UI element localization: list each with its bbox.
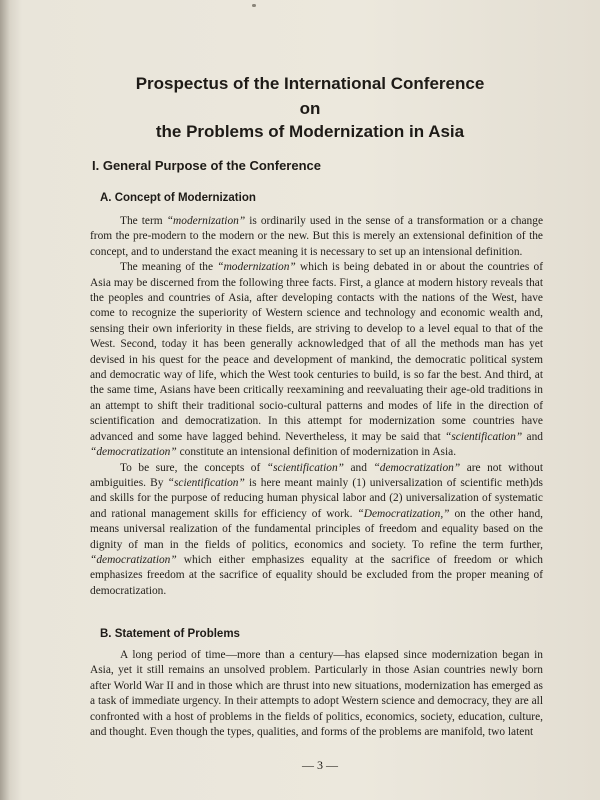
subsection-heading-concept: A. Concept of Modernization [100, 192, 256, 204]
concept-paragraph-3: To be sure, the concepts of “scientification” and “democratization” are not without ambiguities. By “scientification” is here meant mainly (1) universalization of scientific meth)ds and skills for the purpose of reducing human physical labor and (2) universalization of systematic and rational management skills for efficiency of work. “Democratization,” on the other hand, means universal realization of the fundamental principles of freedom and equality based on the dignity of man in the fields of politics, economics and society. To refine the term further, “democratization” which either emphasizes equality at the sacrifice of freedom or which emphasizes freedom at the sacrifice of equality should be excluded from the proper meaning of democratization. [90, 461, 544, 597]
ink-speck [252, 4, 256, 7]
subsection-heading-problems: B. Statement of Problems [100, 628, 240, 640]
section-heading-general-purpose: I. General Purpose of the Conference [92, 158, 321, 173]
concept-paragraph-2: The meaning of the “modernization” which is being debated in or about the countries of Asia may be discerned from the following three facts. First, a glance at modern history reveals that the peoples and countries of Asia, after developing contacts with the nations of the West, have come to recognize the superiority of Western science and technology and economic wealth and, sensing their own inferiority in these fields, are striving to develop to a level equal to that of the West. Second, today it has been generally acknowledged that of all the methods man has yet devised in his quest for the peace and development of mankind, the democratic political system and democratic way of life, which the West took centuries to build, is so far the best. And third, at the same time, Asians have been critically reexamining and reevaluating their age-old traditions in an attempt to shift their traditional socio-cultural patterns and modes of life in the direction of scientification and democratization. In this attempt for modernization some countries have advanced and some have lagged behind. Nevertheless, it may be said that “scientification” and “democratization” constitute an intensional definition of modernization in Asia. [90, 261, 543, 459]
problems-body [90, 648, 543, 740]
concept-paragraph-1: The term “modernization” is ordinarily used in the sense of a transformation or a change from the pre-modern to the modern or the new. But this is merely an extensional definition of the concept, and to understand the exact meaning it is necessary to set up an intensional definition. [90, 215, 543, 258]
page-number: — 3 — [302, 758, 338, 772]
problems-paragraph-1: A long period of time—more than a century—has elapsed since modernization began in Asia, yet it still remains an unsolved problem. Particularly in those Asian countries newly born after World War II and in those which are thrust into new situations, modernization has emerged as a task of immediate urgency. In their attempts to adopt Western science and democracy, they are all confronted with a host of problems in the fields of politics, economics, society, education, culture, and thought. Even though the types, qualities, and forms of the problems are manifold, two latent [90, 649, 543, 739]
document-title-line-3: the Problems of Modernization in Asia [155, 122, 465, 141]
document-title-line-2: on [299, 99, 321, 118]
document-title-line-1: Prospectus of the International Conference [135, 74, 485, 93]
concept-body [90, 214, 543, 599]
